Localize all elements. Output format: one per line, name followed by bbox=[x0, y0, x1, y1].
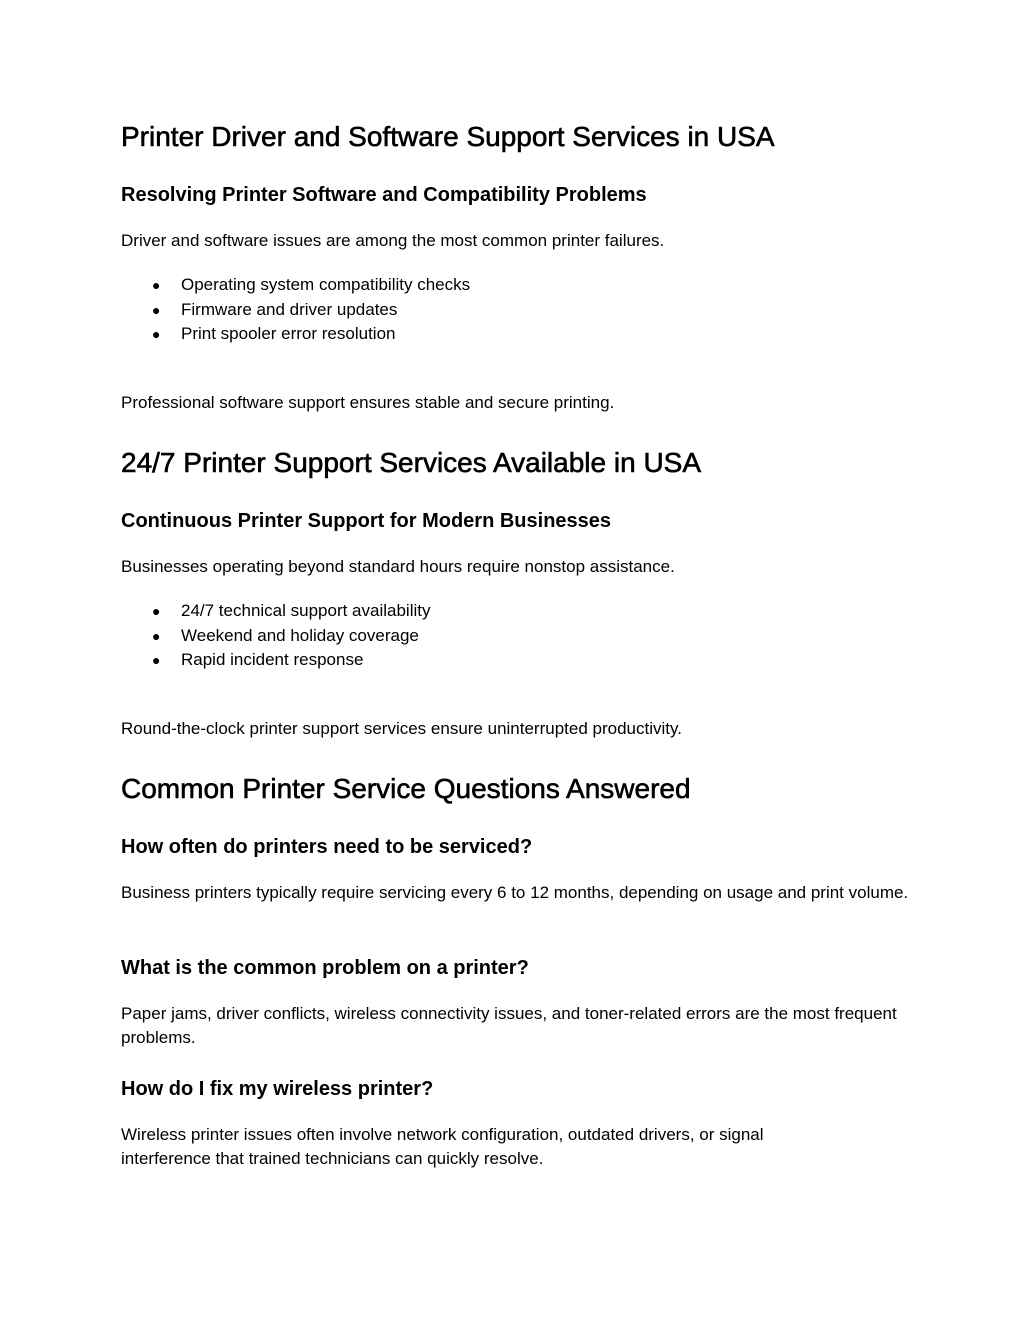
bullet-icon: ● bbox=[152, 603, 161, 619]
section-heading-driver-support: Printer Driver and Software Support Services in USA bbox=[121, 121, 775, 152]
bullet-icon: ● bbox=[152, 277, 161, 293]
faq-question: What is the common problem on a printer? bbox=[121, 957, 529, 979]
bullet-icon: ● bbox=[152, 652, 161, 668]
faq-answer: Business printers typically require servicing every 6 to 12 months, depending on usage and print volume. bbox=[121, 883, 909, 902]
list-item: ● Rapid incident response bbox=[121, 648, 430, 673]
faq-answer: Wireless printer issues often involve network configuration, outdated drivers, or signal interference that trained technicians can quickly resolve. bbox=[121, 1125, 764, 1168]
list-item: ● Firmware and driver updates bbox=[121, 298, 470, 323]
section-subheading-continuous: Continuous Printer Support for Modern Businesses bbox=[121, 510, 612, 532]
section-subheading-compatibility: Resolving Printer Software and Compatibility Problems bbox=[121, 184, 647, 206]
bullet-icon: ● bbox=[152, 627, 161, 644]
section-intro-24-7: Businesses operating beyond standard hours require nonstop assistance. bbox=[121, 557, 675, 576]
faq-question: How do I fix my wireless printer? bbox=[121, 1078, 434, 1100]
faq-heading: Common Printer Service Questions Answered bbox=[121, 773, 691, 804]
section-heading-24-7-support: 24/7 Printer Support Services Available in USA bbox=[121, 447, 702, 478]
list-item: ● Operating system compatibility checks bbox=[121, 273, 470, 298]
faq-question: How often do printers need to be serviced? bbox=[121, 836, 533, 858]
bullet-list-driver bbox=[121, 273, 470, 347]
bullet-icon: ● bbox=[152, 301, 161, 318]
faq-answer: Paper jams, driver conflicts, wireless connectivity issues, and toner-related errors are the most frequent problems. bbox=[121, 1004, 897, 1047]
bullet-icon: ● bbox=[152, 326, 161, 342]
section-closing-24-7: Round-the-clock printer support services ensure uninterrupted productivity. bbox=[121, 719, 682, 738]
list-item: ● 24/7 technical support availability bbox=[121, 599, 430, 624]
section-intro-driver: Driver and software issues are among the most common printer failures. bbox=[121, 231, 665, 250]
section-closing-driver: Professional software support ensures stable and secure printing. bbox=[121, 393, 615, 412]
list-item: ● Print spooler error resolution bbox=[121, 322, 470, 347]
list-item: ● Weekend and holiday coverage bbox=[121, 624, 430, 649]
bullet-list-24-7 bbox=[121, 599, 430, 673]
